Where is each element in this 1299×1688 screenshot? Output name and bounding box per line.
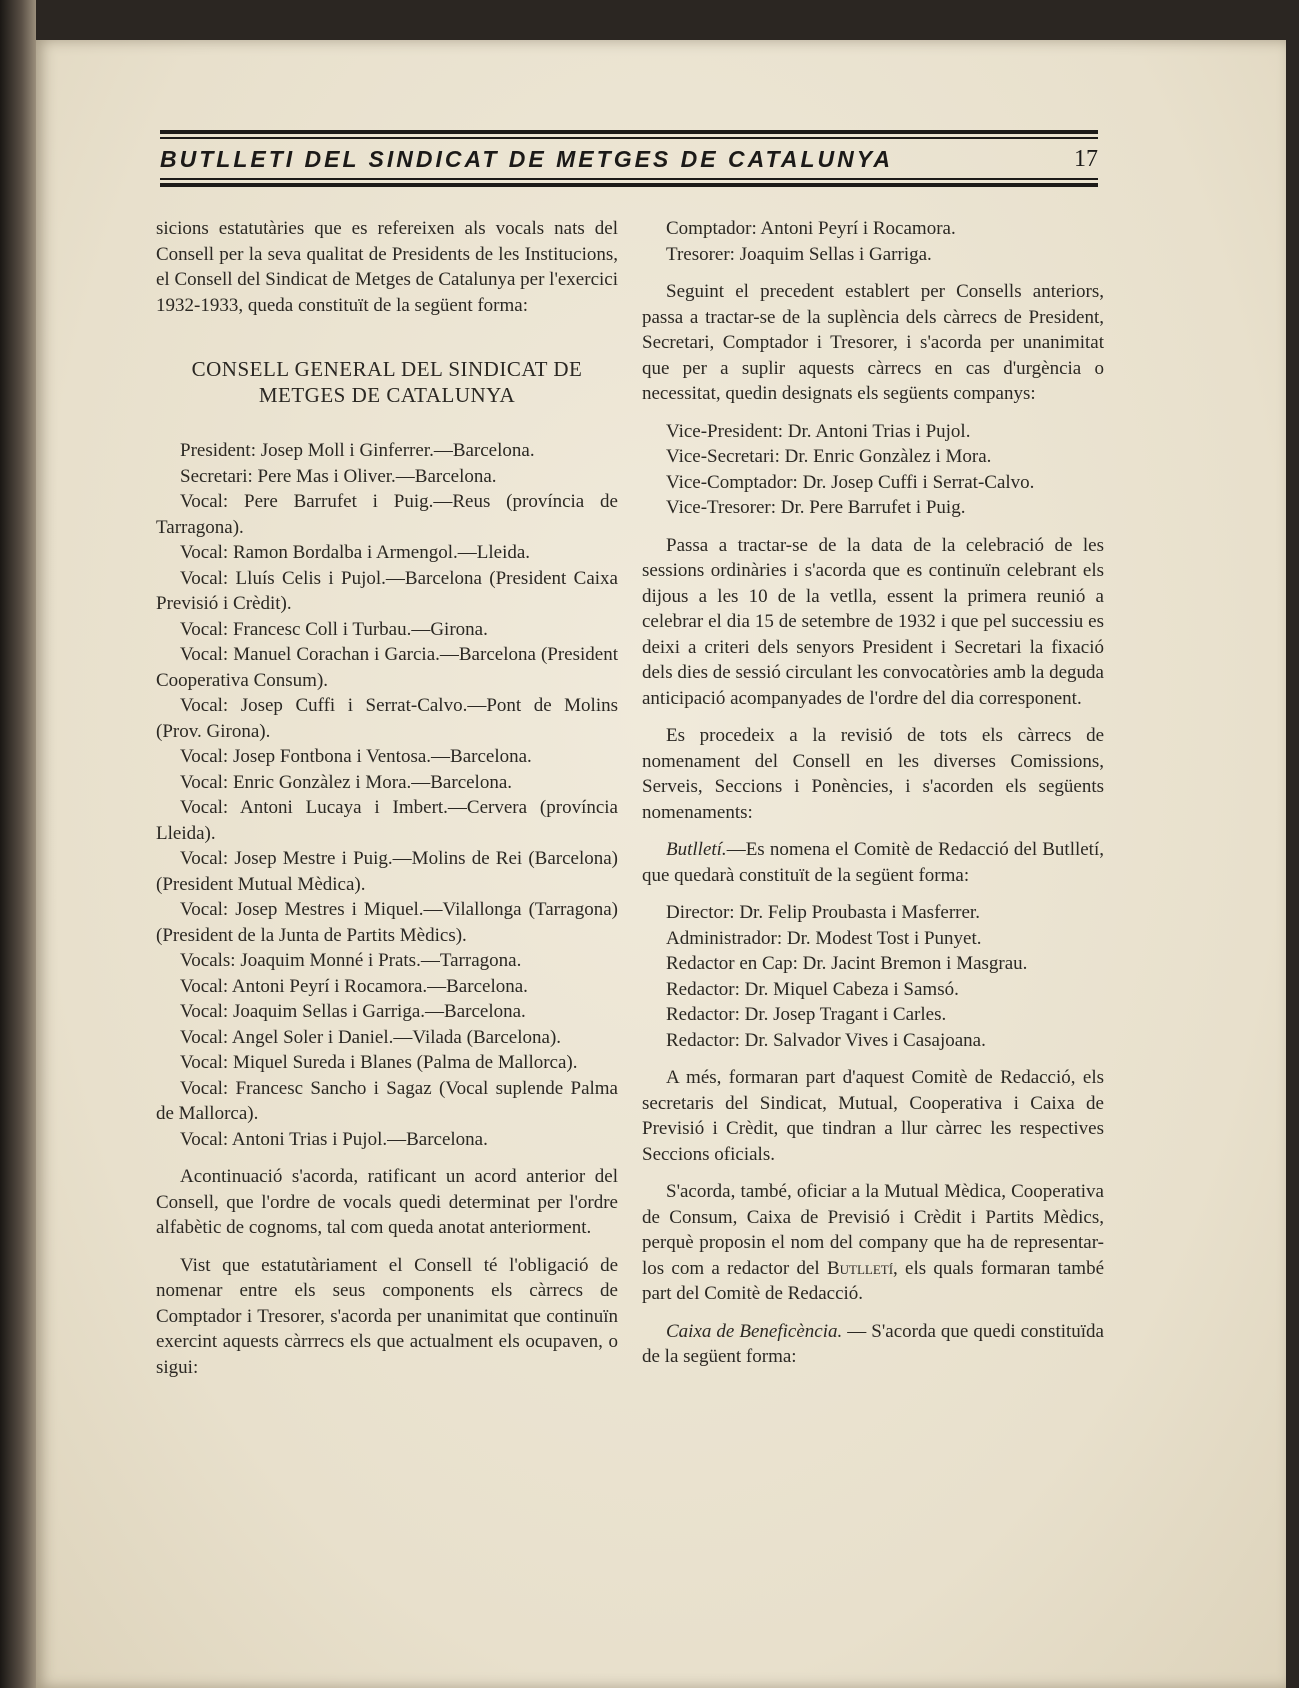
left-column	[156, 216, 618, 1392]
paragraph-butlleti	[642, 837, 1104, 888]
paragraph-seguint: Seguint el precedent establert per Consells anteriors, passa a tractar-se de la suplència dels càrrecs de President, Secretari, Comptador i Tresorer, i s'acorda per unanimitat que per a suplir aquests càrrecs en cas d'urgència o necessitat, quedin designats els següents companys:	[642, 281, 1104, 404]
paragraph-passa: Passa a tractar-se de la data de la celebració de les sessions ordinàries i s'acorda que es continuïn celebrant els dijous a les 10 de la vetlla, essent la primera reunió a celebrar el dia 15 de setembre de 1932 i que pel successiu es deixi a criteri dels senyors President i Secretari la fixació dels dies de sessió circulant les convocatòries amb la deguda anticipació acompanyades de l'ordre del dia corresponent.	[642, 534, 1104, 709]
paragraph-a-mes: A més, formaran part d'aquest Comitè de Redacció, els secretaris del Sindicat, Mutual, Cooperativa i Caixa de Previsió i Crèdit, que tindran a llur càrrec les respectives Seccions oficials.	[642, 1067, 1104, 1165]
council-members-list	[156, 438, 618, 1152]
list-item: Vocal: Angel Soler i Daniel.—Vilada (Barcelona).	[180, 1026, 562, 1048]
list-item: Redactor: Dr. Miquel Cabeza i Samsó.	[666, 978, 959, 1000]
list-item: Vocal: Josep Fontbona i Ventosa.—Barcelona.	[180, 746, 532, 767]
list-item: Secretari: Pere Mas i Oliver.—Barcelona.	[180, 465, 497, 487]
list-item: Vocal: Pere Barrufet i Puig.—Reus (província de Tarragona).	[156, 491, 618, 538]
page-number: 17	[1074, 145, 1098, 172]
list-item: Director: Dr. Felip Proubasta i Masferrer.	[666, 902, 980, 923]
officers-list	[642, 216, 1104, 267]
list-item: Administrador: Dr. Modest Tost i Punyet.	[666, 927, 982, 949]
page-gutter-shadow	[0, 0, 36, 1688]
vice-officers-list	[642, 419, 1104, 521]
list-item: Vocals: Joaquim Monné i Prats.—Tarragona.	[180, 950, 522, 971]
header-rule-top-thin	[160, 137, 1098, 139]
list-item: Vocal: Francesc Sancho i Sagaz (Vocal suplende Palma de Mallorca).	[156, 1077, 618, 1124]
paragraph-sacorda	[642, 1179, 1104, 1307]
list-item: Vocal: Josep Mestres i Miquel.—Vilallonga (Tarragona) (President de la Junta de Partits Mèdics).	[156, 899, 618, 946]
section-heading	[156, 356, 618, 408]
list-item: Vocal: Antoni Peyrí i Rocamora.—Barcelona.	[180, 975, 528, 997]
list-item: Vocal: Ramon Bordalba i Armengol.—Lleida.	[180, 542, 531, 563]
running-head	[160, 144, 1098, 174]
caixa-label: Caixa de Beneficència.	[666, 1320, 843, 1342]
header-rule-bottom-thick	[160, 183, 1098, 187]
list-item: Vice-Comptador: Dr. Josep Cuffi i Serrat-Calvo.	[666, 471, 1035, 493]
sacorda-butlleti: Butlletí	[826, 1257, 894, 1279]
journal-title: BUTLLETI DEL SINDICAT DE METGES DE CATALUNYA	[160, 145, 893, 172]
paragraph-caixa	[642, 1319, 1104, 1370]
list-item: Vocal: Joaquim Sellas i Garriga.—Barcelona.	[180, 1001, 526, 1022]
list-item: Comptador: Antoni Peyrí i Rocamora.	[666, 218, 956, 239]
list-item: Vocal: Manuel Corachan i Garcia.—Barcelona (President Cooperativa Consum).	[156, 644, 618, 691]
caixa-text: — S'acorda que quedi constituïda de la següent forma:	[642, 1320, 1104, 1367]
list-item: Tresorer: Joaquim Sellas i Garriga.	[666, 243, 932, 265]
butlleti-text: —Es nomena el Comitè de Redacció del Butlletí, que quedarà constituït de la següent forma:	[642, 839, 1104, 886]
list-item: Redactor: Dr. Josep Tragant i Carles.	[666, 1004, 947, 1025]
list-item: Vocal: Miquel Sureda i Blanes (Palma de Mallorca).	[180, 1052, 578, 1073]
right-column	[642, 216, 1104, 1382]
section-heading-line1: CONSELL GENERAL DEL SINDICAT DE	[191, 357, 583, 381]
list-item: Vice-Tresorer: Dr. Pere Barrufet i Puig.	[666, 497, 966, 518]
list-item: President: Josep Moll i Ginferrer.—Barcelona.	[180, 440, 535, 461]
committee-list	[642, 900, 1104, 1053]
list-item: Vocal: Josep Mestre i Puig.—Molins de Rei (Barcelona) (President Mutual Mèdica).	[156, 848, 618, 895]
list-item: Vocal: Antoni Trias i Pujol.—Barcelona.	[180, 1128, 488, 1150]
paragraph-procedeix: Es procedeix a la revisió de tots els càrrecs de nomenament del Consell en les diverses Comissions, Serveis, Seccions i Ponències, i s'acorden els següents nomenaments:	[642, 725, 1104, 823]
paragraph-vist: Vist que estatutàriament el Consell té l'obligació de nomenar entre els seus components els càrrecs de Comptador i Tresorer, s'acorda per unanimitat que continuïn exercint aquests càrrrecs els que actualment els ocupaven, o sigui:	[156, 1254, 618, 1378]
header-rule-top-thick	[160, 130, 1098, 134]
header-rule-bottom-thin	[160, 178, 1098, 180]
list-item: Vocal: Enric Gonzàlez i Mora.—Barcelona.	[180, 771, 513, 793]
list-item: Vocal: Josep Cuffi i Serrat-Calvo.—Pont de Molins (Prov. Girona).	[156, 695, 618, 742]
section-heading-line2: METGES DE CATALUNYA	[258, 383, 516, 407]
list-item: Vice-President: Dr. Antoni Trias i Pujol.	[666, 420, 971, 442]
paragraph-acontinuacio: Acontinuació s'acorda, ratificant un acord anterior del Consell, que l'ordre de vocals quedi determinat per l'ordre alfabètic de cognoms, tal com queda anotat anteriorment.	[156, 1166, 618, 1238]
list-item: Redactor en Cap: Dr. Jacint Bremon i Masgrau.	[666, 953, 1028, 974]
butlleti-label: Butlletí.	[666, 839, 727, 860]
list-item: Vocal: Francesc Coll i Turbau.—Girona.	[180, 618, 488, 640]
list-item: Vocal: Antoni Lucaya i Imbert.—Cervera (província Lleida).	[156, 797, 618, 844]
sacorda-text-1: S'acorda, també, oficiar a la Mutual Mèdica, Cooperativa de Consum, Caixa de Previsió i Crèdit i Partits Mèdics, perquè proposin el nom del company que ha de representar-los com a redactor del	[642, 1181, 1104, 1279]
intro-paragraph: sicions estatutàries que es refereixen als vocals nats del Consell per la seva qualitat de Presidents de les Institucions, el Consell del Sindicat de Metges de Catalunya per l'exercici 1932-1933, queda constituït de la següent forma:	[156, 218, 618, 316]
list-item: Vice-Secretari: Dr. Enric Gonzàlez i Mora.	[666, 446, 992, 467]
list-item: Redactor: Dr. Salvador Vives i Casajoana.	[666, 1029, 986, 1051]
sacorda-text-2: , els quals formaran també part del Comitè de Redacció.	[642, 1257, 1104, 1304]
list-item: Vocal: Lluís Celis i Pujol.—Barcelona (President Caixa Previsió i Crèdit).	[156, 567, 618, 614]
